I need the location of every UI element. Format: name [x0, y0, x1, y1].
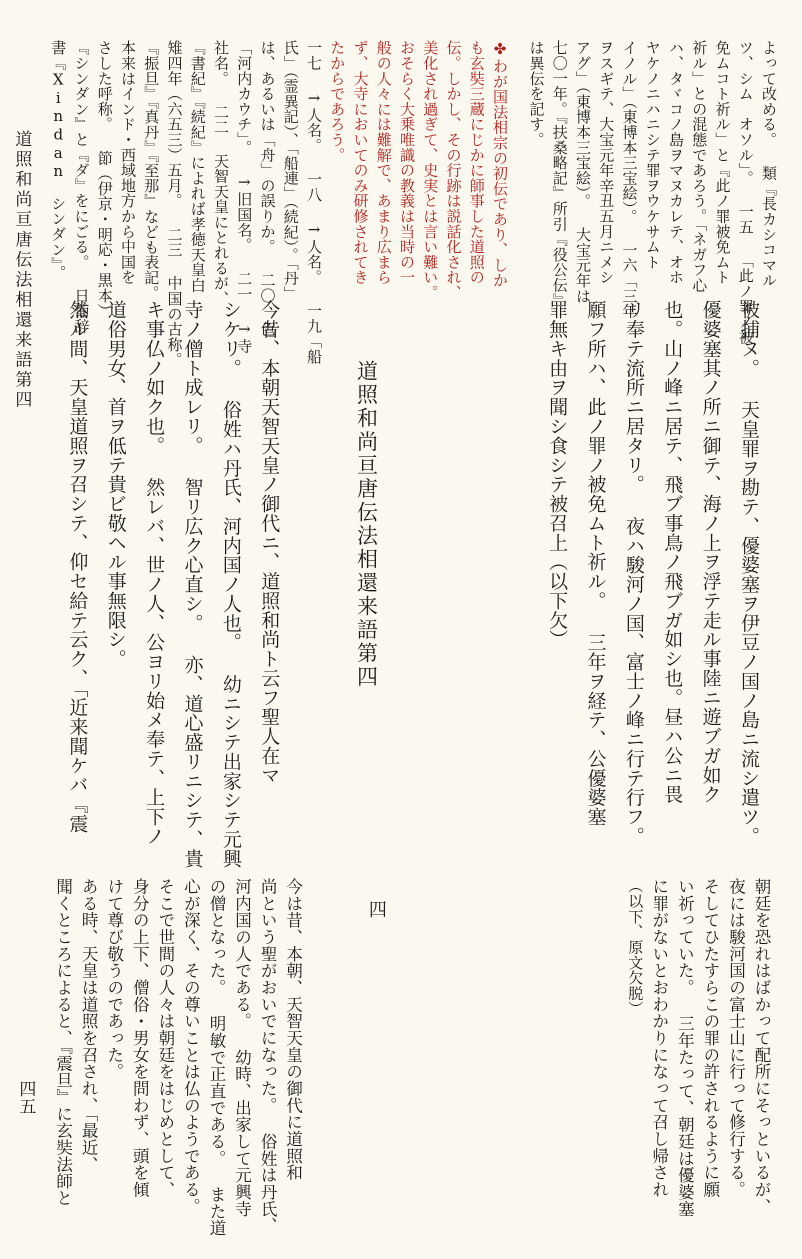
translation-line: い祈っていた。 三年たって、朝廷は優婆塞: [675, 878, 695, 1218]
annotation-line: 書『Xindan シンダン』。: [49, 40, 68, 280]
commentary-line: 美化され過ぎて、史実とは言い難い。: [421, 40, 440, 301]
annotation-line: 社名。 二二 天智天皇にとれるが、: [212, 40, 230, 307]
commentary-line: ✤わが国法相宗の初伝であり、しか: [491, 40, 509, 288]
section-number-text: 四: [365, 900, 387, 919]
commentary-line: たからであろう。: [328, 40, 347, 163]
translation-line: そしてひたすらこの罪の許されるように願: [700, 878, 720, 1198]
translation-line: 夜には駿河国の富士山に行って修行する。: [726, 878, 746, 1198]
translation-line: そこで世間の人々は朝廷をはじめとして、: [155, 878, 175, 1198]
translation-line: けて尊び敬うのであった。: [104, 878, 124, 1080]
main-text-line: 被捕ヌ。 天皇罪ヲ勘テ、優婆塞ヲ伊豆ノ国ノ島ニ流シ遣ツ。: [738, 300, 760, 846]
annotation-line: 本来はインド・西域地方から中国を: [119, 40, 137, 285]
main-text-line: 寺ノ僧ト成レリ。 智リ広ク心直シ。 亦、道心盛リニシテ、貴: [181, 300, 204, 869]
annotation-line: 氏」（霊異記）、「船連」（続紀）。「丹」: [281, 40, 300, 301]
main-text-line: 罪無キ由ヲ聞シ食シテ被召上（以下欠）: [546, 300, 569, 649]
annotation-line: さした呼称。 節（伊京・明応・黒本）: [95, 40, 114, 319]
translation-line: 聞くところによると、『震旦』に玄奘法師と: [53, 878, 73, 1207]
main-text-line: リ奉テ流所ニ居タリ。 夜ハ駿河ノ国、富士ノ峰ニ行テ行フ。: [622, 300, 645, 846]
translation-line: 河内国の人である。 幼時、出家して元興寺: [232, 878, 252, 1218]
translation-line: の僧となった。 明敏で正直である。 また道: [206, 878, 226, 1237]
main-text-line: キ事仏ノ如ク也。 然レバ、世ノ人、公ヨリ始メ奉テ、上下ノ: [143, 300, 166, 846]
translation-line: に罪がないとおわかりになって召し帰され: [649, 878, 669, 1198]
annotation-line: ヲスギテ、大宝元年辛丑五月ニメシ: [597, 40, 616, 285]
translation-note: （以下、原文欠脱）: [626, 878, 645, 1016]
main-text-line: 優婆塞其ノ所ニ御テ、海ノ上ヲ浮テ走ル事陸ニ遊ブガ如ク: [699, 300, 722, 804]
translation-line: 身分の上下、僧俗・男女を問わず、頭を傾: [130, 878, 150, 1198]
main-text-line: 然ル間、天皇道照ヲ召シテ、仰セ給テ云ク、「近来聞ケバ『震: [66, 300, 89, 834]
commentary-line: も玄奘三蔵にじかに師事した道照の: [467, 40, 486, 285]
annotation-line: 『書紀』『続紀』によれば孝徳天皇白: [188, 40, 207, 293]
main-text-line: 願フ所ハ、此ノ罪ノ被免ムト祈ル。 三年ヲ経テ、公優婆塞: [584, 300, 607, 827]
annotation-line: 「河内カウチ」。 →旧国名。 二一 →寺: [235, 40, 254, 354]
annotation-line: 『振旦』『真丹』『至那』なども表記。: [142, 40, 161, 301]
running-head: [8, 130, 34, 430]
translation-line: 今は昔、本朝、天智天皇の御代に道照和: [283, 878, 303, 1181]
annotation-line: イノル」（東博本三宝絵）。 一六「三年: [620, 40, 639, 319]
translation-line: 尚という聖がおいでになった。 俗姓は丹氏、: [258, 878, 278, 1234]
main-text-story: [58, 300, 288, 869]
page-number: [12, 1080, 38, 1115]
main-text-line: 道俗男女、首ヲ低テ貴ビ敬ヘル事無限シ。: [104, 300, 127, 669]
main-text-line: シケリ。 俗姓ハ丹氏、河内国ノ人也。 幼ニシテ出家シテ元興: [219, 300, 242, 869]
annotation-line: ヤケノニハニシテ罪ヲウケサムト: [643, 40, 662, 270]
running-head-text: 道照和尚亘唐伝法相還来語第四: [11, 130, 32, 411]
annotations-upper-left: [46, 40, 511, 368]
annotation-line: は、あるいは「舟」の誤りか。 二〇 色: [258, 40, 277, 337]
annotation-line: 七〇一年。『扶桑略記』所引『役公伝』: [550, 40, 569, 308]
page-number-text: 四五: [15, 1080, 36, 1115]
annotation-line: 祈ル」との混態であろう。「ネガフ心: [690, 40, 709, 293]
annotation-line: アグ」（東博本三宝絵）。 大宝元年は: [574, 40, 592, 304]
main-text-continuation: [538, 300, 768, 860]
story-title-text: 道照和尚亘唐伝法相還来語第四: [354, 360, 379, 690]
annotation-line: は異伝を記す。: [527, 40, 546, 148]
translation-right: [623, 878, 774, 1238]
commentary-line: おそらく大乗唯識の教義は当時の一: [398, 40, 416, 285]
main-text-line: 今昔、本朝天智天皇ノ御代ニ、道照和尚ト云フ聖人在マ: [258, 300, 281, 785]
translation-line: 心が深く、その尊いことは仏のようである。: [181, 878, 201, 1215]
commentary-line: 般の人々には難解で、あまり広まら: [374, 40, 393, 285]
main-text-line: 也。山ノ峰ニ居テ、飛ブ事鳥ノ飛ブガ如シ也。昼ハ公ニ畏: [661, 300, 684, 804]
translation-line: 朝廷を恐れはばかって配所にそっといるが、: [752, 878, 771, 1215]
annotation-line: よって改める。 類『長カシコマル: [760, 40, 778, 288]
annotations-upper-right: [524, 40, 780, 345]
translation-line: ある時、天皇は道照を召され、「最近、: [79, 878, 99, 1173]
annotation-line: ツ、シム オソル」。 一五 「此ノ罪ノ被: [736, 40, 755, 345]
section-number: [362, 900, 390, 918]
story-title: [350, 360, 383, 790]
annotation-line: 『シンダン』と『ダ』をにごる。 日葡辞: [72, 40, 91, 334]
commentary-line: 伝。しかし、その行跡は説話化され、: [444, 40, 463, 301]
commentary-line: ず、大寺においてのみ研修されてき: [351, 40, 370, 285]
annotation-line: 一七 →人名。 一八 →人名。 一九「船: [305, 40, 323, 364]
annotation-line: 免ムコト祈ル」と『此ノ罪被免ムト: [713, 40, 732, 285]
annotation-line: 雉四年（六五三）五月。 二三 中国の古称。: [165, 40, 184, 368]
translation-left: [50, 878, 306, 1238]
annotation-line: ハ、タヾコノ島ヲマヌカレテ、オホ: [667, 40, 685, 285]
